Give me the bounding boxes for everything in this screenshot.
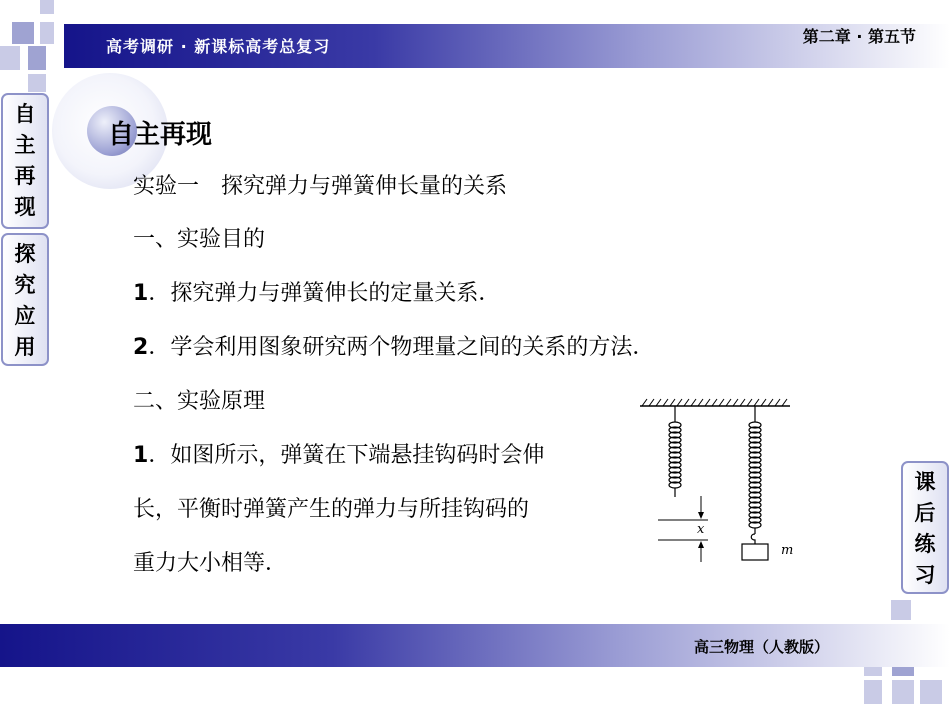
principle-line-3: 重力大小相等． [133,551,288,576]
item-number: 1 [133,281,149,306]
decor-square [892,680,914,704]
tab-char: 习 [914,563,936,587]
item-text: ．学会利用图象研究两个物理量之间的关系的方法． [148,335,655,360]
mass-block [742,544,768,560]
principle-item-1 [133,441,544,471]
item-number: 2 [133,335,149,360]
tab-char: 用 [14,335,36,359]
hook [751,528,755,544]
decor-square [28,74,46,92]
decor-square [40,22,54,44]
tab-char: 主 [14,133,36,157]
arrow-down [698,512,704,519]
tab-after-class-practice[interactable] [901,461,949,594]
purpose-item-1 [133,279,500,309]
tab-char: 课 [914,470,936,494]
footer-label: 高三物理（人教版） [694,638,830,656]
principle-line-2: 长，平衡时弹簧产生的弹力与所挂钩码的 [133,497,530,522]
experiment-title: 实验一 探究弹力与弹簧伸长量的关系 [133,174,508,199]
spring-diagram [638,396,798,568]
decor-square [0,46,20,70]
decor-square [40,0,54,14]
mass-label: m [781,543,794,558]
tab-explore-apply[interactable] [1,233,49,366]
decor-square [864,680,882,704]
arrow-up [698,541,704,548]
tab-char: 再 [14,164,36,188]
decor-square [28,46,46,70]
item-text: ．探究弹力与弹簧伸长的定量关系． [148,281,501,306]
extension-label: x [697,522,705,537]
tab-char: 究 [14,273,36,297]
spring-left [669,422,681,488]
item-number: 1 [133,443,149,468]
spring-right [749,422,761,528]
ceiling-hatch [642,399,787,406]
tab-char: 练 [914,532,936,556]
section-heading: 自主再现 [108,120,213,150]
tab-char: 后 [914,501,936,525]
decor-square [12,22,34,44]
decor-square [920,680,942,704]
purpose-heading: 一、实验目的 [133,227,266,252]
tab-char: 探 [14,242,36,266]
decor-square [891,600,911,620]
tab-char: 应 [14,304,36,328]
tab-char: 现 [14,195,36,219]
tab-self-review[interactable] [1,93,49,229]
banner-title: 高考调研 · 新课标高考总复习 [106,37,331,56]
purpose-item-2 [133,333,654,363]
chapter-label: 第二章 · 第五节 [802,27,916,46]
principle-heading: 二、实验原理 [133,389,266,414]
tab-char: 自 [14,102,36,126]
item-text: ．如图所示，弹簧在下端悬挂钩码时会伸 [148,443,545,468]
